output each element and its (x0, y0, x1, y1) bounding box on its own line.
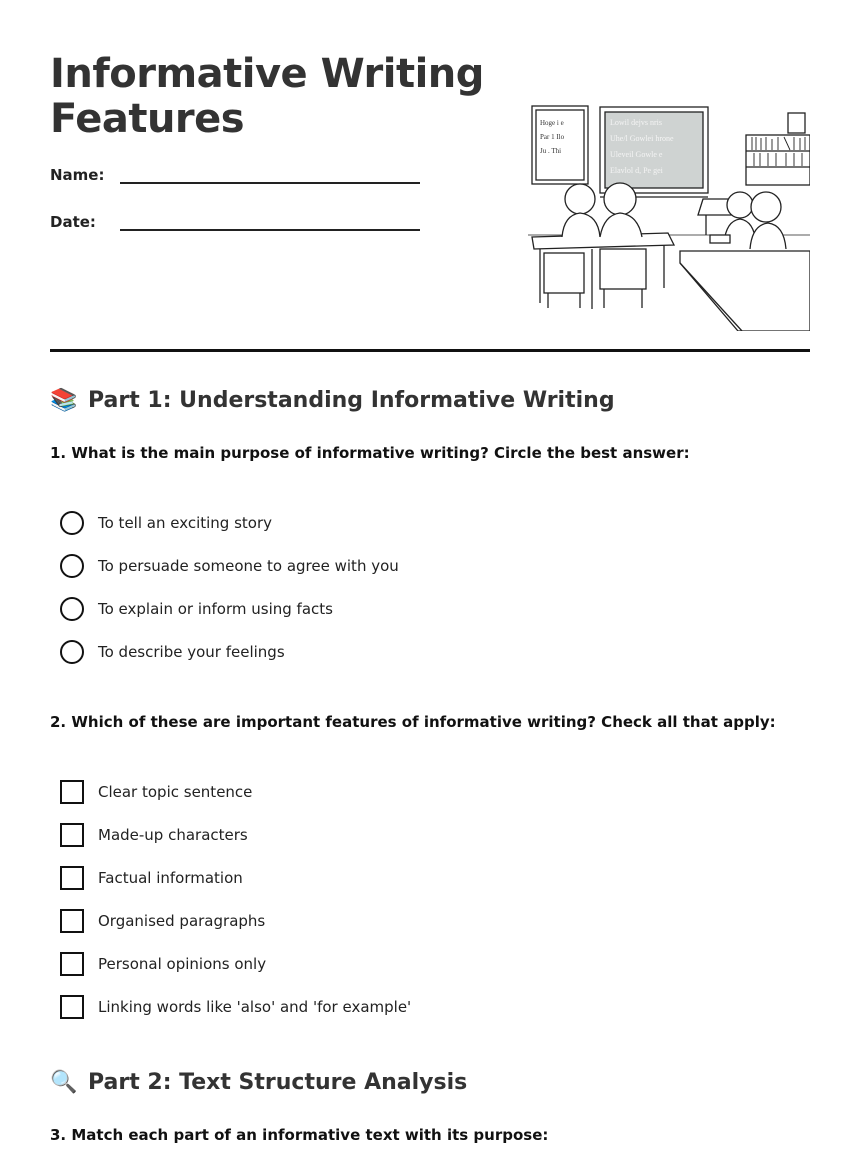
q2-option-2[interactable] (60, 822, 248, 848)
board-left-line-2: Par 1 Ilo (540, 133, 565, 141)
option-label: Made-up characters (98, 826, 248, 844)
option-label: To describe your feelings (98, 643, 285, 661)
books-icon: 📚 (50, 388, 78, 413)
option-label: Clear topic sentence (98, 783, 253, 801)
q2-option-3[interactable] (60, 865, 243, 891)
checkbox[interactable] (60, 866, 84, 890)
question-3-prompt: 3. Match each part of an informative text with its purpose: (50, 1126, 549, 1144)
option-label: Factual information (98, 869, 243, 887)
question-1-prompt: 1. What is the main purpose of informative writing? Circle the best answer: (50, 444, 690, 462)
q1-option-2[interactable] (60, 553, 399, 579)
name-label: Name: (50, 166, 105, 184)
date-line[interactable] (120, 229, 420, 231)
q2-option-1[interactable] (60, 779, 252, 805)
name-line[interactable] (120, 182, 420, 184)
date-label: Date: (50, 213, 96, 231)
classroom-illustration (528, 103, 810, 331)
part1-heading-text: Part 1: Understanding Informative Writing (88, 388, 615, 413)
radio-circle[interactable] (60, 554, 84, 578)
question-2-prompt: 2. Which of these are important features of informative writing? Check all that apply: (50, 713, 776, 731)
checkbox[interactable] (60, 909, 84, 933)
board-right-line-4: Elavlol d, Pe gei (610, 166, 663, 175)
part2-heading (50, 1070, 467, 1095)
board-right-line-2: Uhe/l Gowlei hrone (610, 134, 674, 143)
q2-option-5[interactable] (60, 951, 266, 977)
option-label: To persuade someone to agree with you (98, 557, 399, 575)
checkbox[interactable] (60, 823, 84, 847)
board-left-line-3: Ju . Thi (540, 147, 562, 155)
board-right-line-3: Uleveil Gowle e (610, 150, 663, 159)
checkbox[interactable] (60, 995, 84, 1019)
page-title: Informative Writing Features (50, 51, 484, 142)
option-label: To tell an exciting story (98, 514, 272, 532)
q1-option-3[interactable] (60, 596, 333, 622)
option-label: To explain or inform using facts (98, 600, 333, 618)
header-divider (50, 349, 810, 352)
option-label: Linking words like 'also' and 'for example' (98, 998, 412, 1016)
board-left-line-1: Hoge i e (540, 119, 564, 127)
option-label: Personal opinions only (98, 955, 267, 973)
part1-heading (50, 388, 615, 413)
magnifier-icon: 🔍 (50, 1070, 78, 1095)
radio-circle[interactable] (60, 640, 84, 664)
radio-circle[interactable] (60, 597, 84, 621)
date-field[interactable] (50, 213, 420, 243)
checkbox[interactable] (60, 952, 84, 976)
checkbox[interactable] (60, 780, 84, 804)
q1-option-1[interactable] (60, 510, 272, 536)
name-field[interactable] (50, 166, 420, 196)
option-label: Organised paragraphs (98, 912, 266, 930)
q1-option-4[interactable] (60, 639, 285, 665)
radio-circle[interactable] (60, 511, 84, 535)
board-right-line-1: Lowil dejvs nris (610, 118, 662, 127)
q2-option-4[interactable] (60, 908, 265, 934)
q2-option-6[interactable] (60, 994, 411, 1020)
part2-heading-text: Part 2: Text Structure Analysis (88, 1070, 468, 1095)
